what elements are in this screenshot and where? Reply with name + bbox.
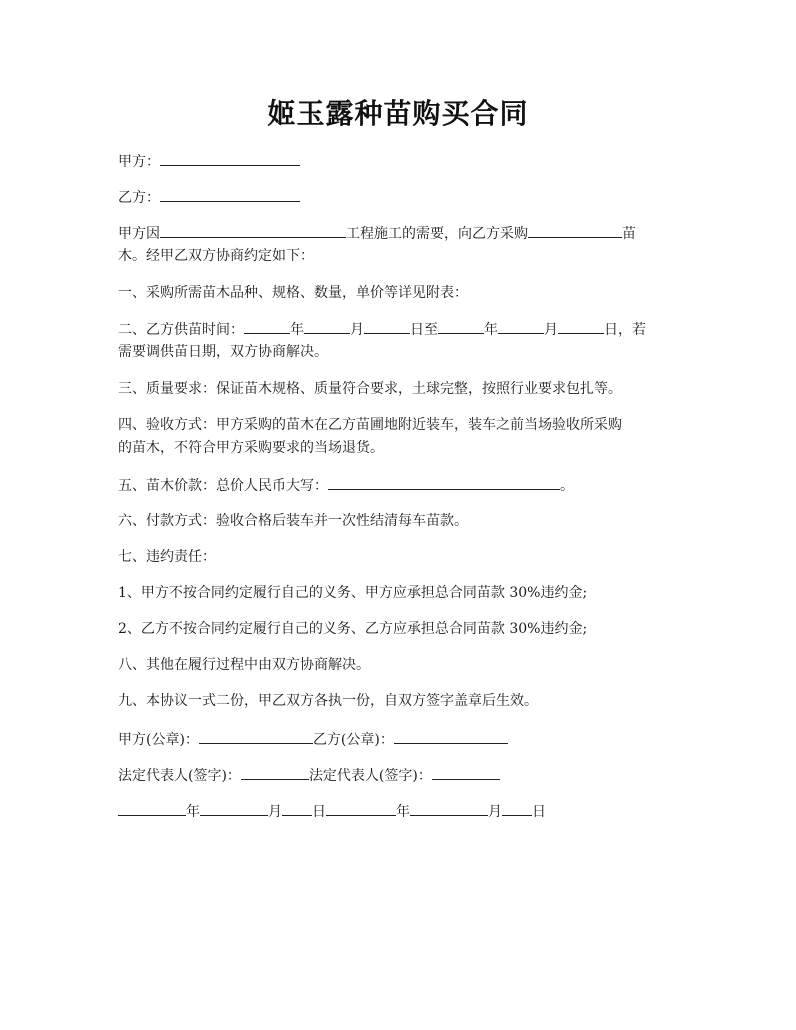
date-b-month-blank[interactable] (410, 800, 488, 816)
party-b-line (118, 186, 683, 209)
seal-line (118, 728, 683, 751)
party-b-blank[interactable] (160, 186, 300, 202)
start-day-label: 日至 (410, 322, 438, 338)
rep-a-signature-blank[interactable] (241, 764, 309, 780)
date-b-day-label: 日 (532, 804, 546, 820)
party-b-seal-label: 乙方(公章)： (312, 732, 394, 748)
clause-2-line-2: 需要调供苗日期，双方协商解决。 (118, 344, 328, 360)
clause-2-prefix: 二、乙方供苗时间： (118, 322, 244, 338)
start-month-label: 月 (350, 322, 364, 338)
party-b-seal-blank[interactable] (394, 728, 508, 744)
clause-3: 三、质量要求：保证苗木规格、质量符合要求，土球完整，按照行业要求包扎等。 (118, 381, 622, 397)
date-b-year-label: 年 (396, 804, 410, 820)
party-a-label: 甲方： (118, 154, 160, 170)
clause-6: 六、付款方式：验收合格后装车并一次性结清每车苗款。 (118, 513, 468, 529)
clause-5-suffix: 。 (560, 478, 574, 494)
intro-text-3: 苗 (622, 226, 636, 242)
end-year-blank[interactable] (438, 318, 484, 334)
date-a-day-blank[interactable] (282, 800, 312, 816)
party-b-label: 乙方： (118, 190, 160, 206)
intro-line-1 (118, 222, 683, 245)
rep-a-label: 法定代表人(签字)： (118, 768, 241, 784)
start-year-blank[interactable] (244, 318, 290, 334)
clause-5 (118, 474, 683, 497)
rep-b-signature-blank[interactable] (432, 764, 500, 780)
end-year-label: 年 (484, 322, 498, 338)
party-a-seal-blank[interactable] (199, 728, 313, 744)
clause-9: 九、本协议一式二份，甲乙双方各执一份，自双方签字盖章后生效。 (118, 693, 538, 709)
total-price-blank[interactable] (328, 474, 560, 490)
date-b-year-blank[interactable] (326, 800, 396, 816)
date-a-year-blank[interactable] (118, 800, 186, 816)
seedling-type-blank[interactable] (528, 222, 622, 238)
party-a-seal-label: 甲方(公章)： (118, 732, 199, 748)
intro-text-2: 工程施工的需要，向乙方采购 (346, 226, 528, 242)
clause-7-1: 1、甲方不按合同约定履行自己的义务、甲方应承担总合同苗款 30%违约金; (118, 585, 588, 601)
start-day-blank[interactable] (364, 318, 410, 334)
clause-7: 七、违约责任： (118, 549, 216, 565)
start-year-label: 年 (290, 322, 304, 338)
date-a-month-blank[interactable] (200, 800, 268, 816)
rep-b-label: 法定代表人(签字)： (308, 768, 432, 784)
intro-text-1: 甲方因 (118, 226, 160, 242)
intro-line-2: 木。经甲乙双方协商约定如下： (118, 248, 314, 264)
clause-4-line-1: 四、验收方式：甲方采购的苗木在乙方苗圃地附近装车，装车之前当场验收所采购 (118, 417, 622, 433)
party-a-line (118, 150, 683, 173)
clause-7-2: 2、乙方不按合同约定履行自己的义务、乙方应承担总合同苗款 30%违约金; (118, 621, 588, 637)
clause-4-line-2: 的苗木，不符合甲方采购要求的当场退货。 (118, 440, 384, 456)
date-a-day-label: 日 (312, 804, 326, 820)
party-a-blank[interactable] (160, 150, 300, 166)
date-a-year-label: 年 (186, 804, 200, 820)
date-b-day-blank[interactable] (502, 800, 532, 816)
clause-2-line-1 (118, 318, 683, 341)
clause-8: 八、其他在履行过程中由双方协商解决。 (118, 657, 370, 673)
date-a-month-label: 月 (268, 804, 282, 820)
project-name-blank[interactable] (160, 222, 346, 238)
start-month-blank[interactable] (304, 318, 350, 334)
date-b-month-label: 月 (488, 804, 502, 820)
clause-1: 一、采购所需苗木品种、规格、数量，单价等详见附表： (118, 285, 468, 301)
date-line (118, 800, 683, 823)
document-title: 姬玉露种苗购买合同 (267, 97, 529, 130)
clause-5-prefix: 五、苗木价款：总价人民币大写： (118, 478, 328, 494)
end-month-blank[interactable] (498, 318, 544, 334)
end-day-blank[interactable] (558, 318, 604, 334)
end-day-label: 日，若 (604, 322, 646, 338)
end-month-label: 月 (544, 322, 558, 338)
representative-line (118, 764, 683, 787)
